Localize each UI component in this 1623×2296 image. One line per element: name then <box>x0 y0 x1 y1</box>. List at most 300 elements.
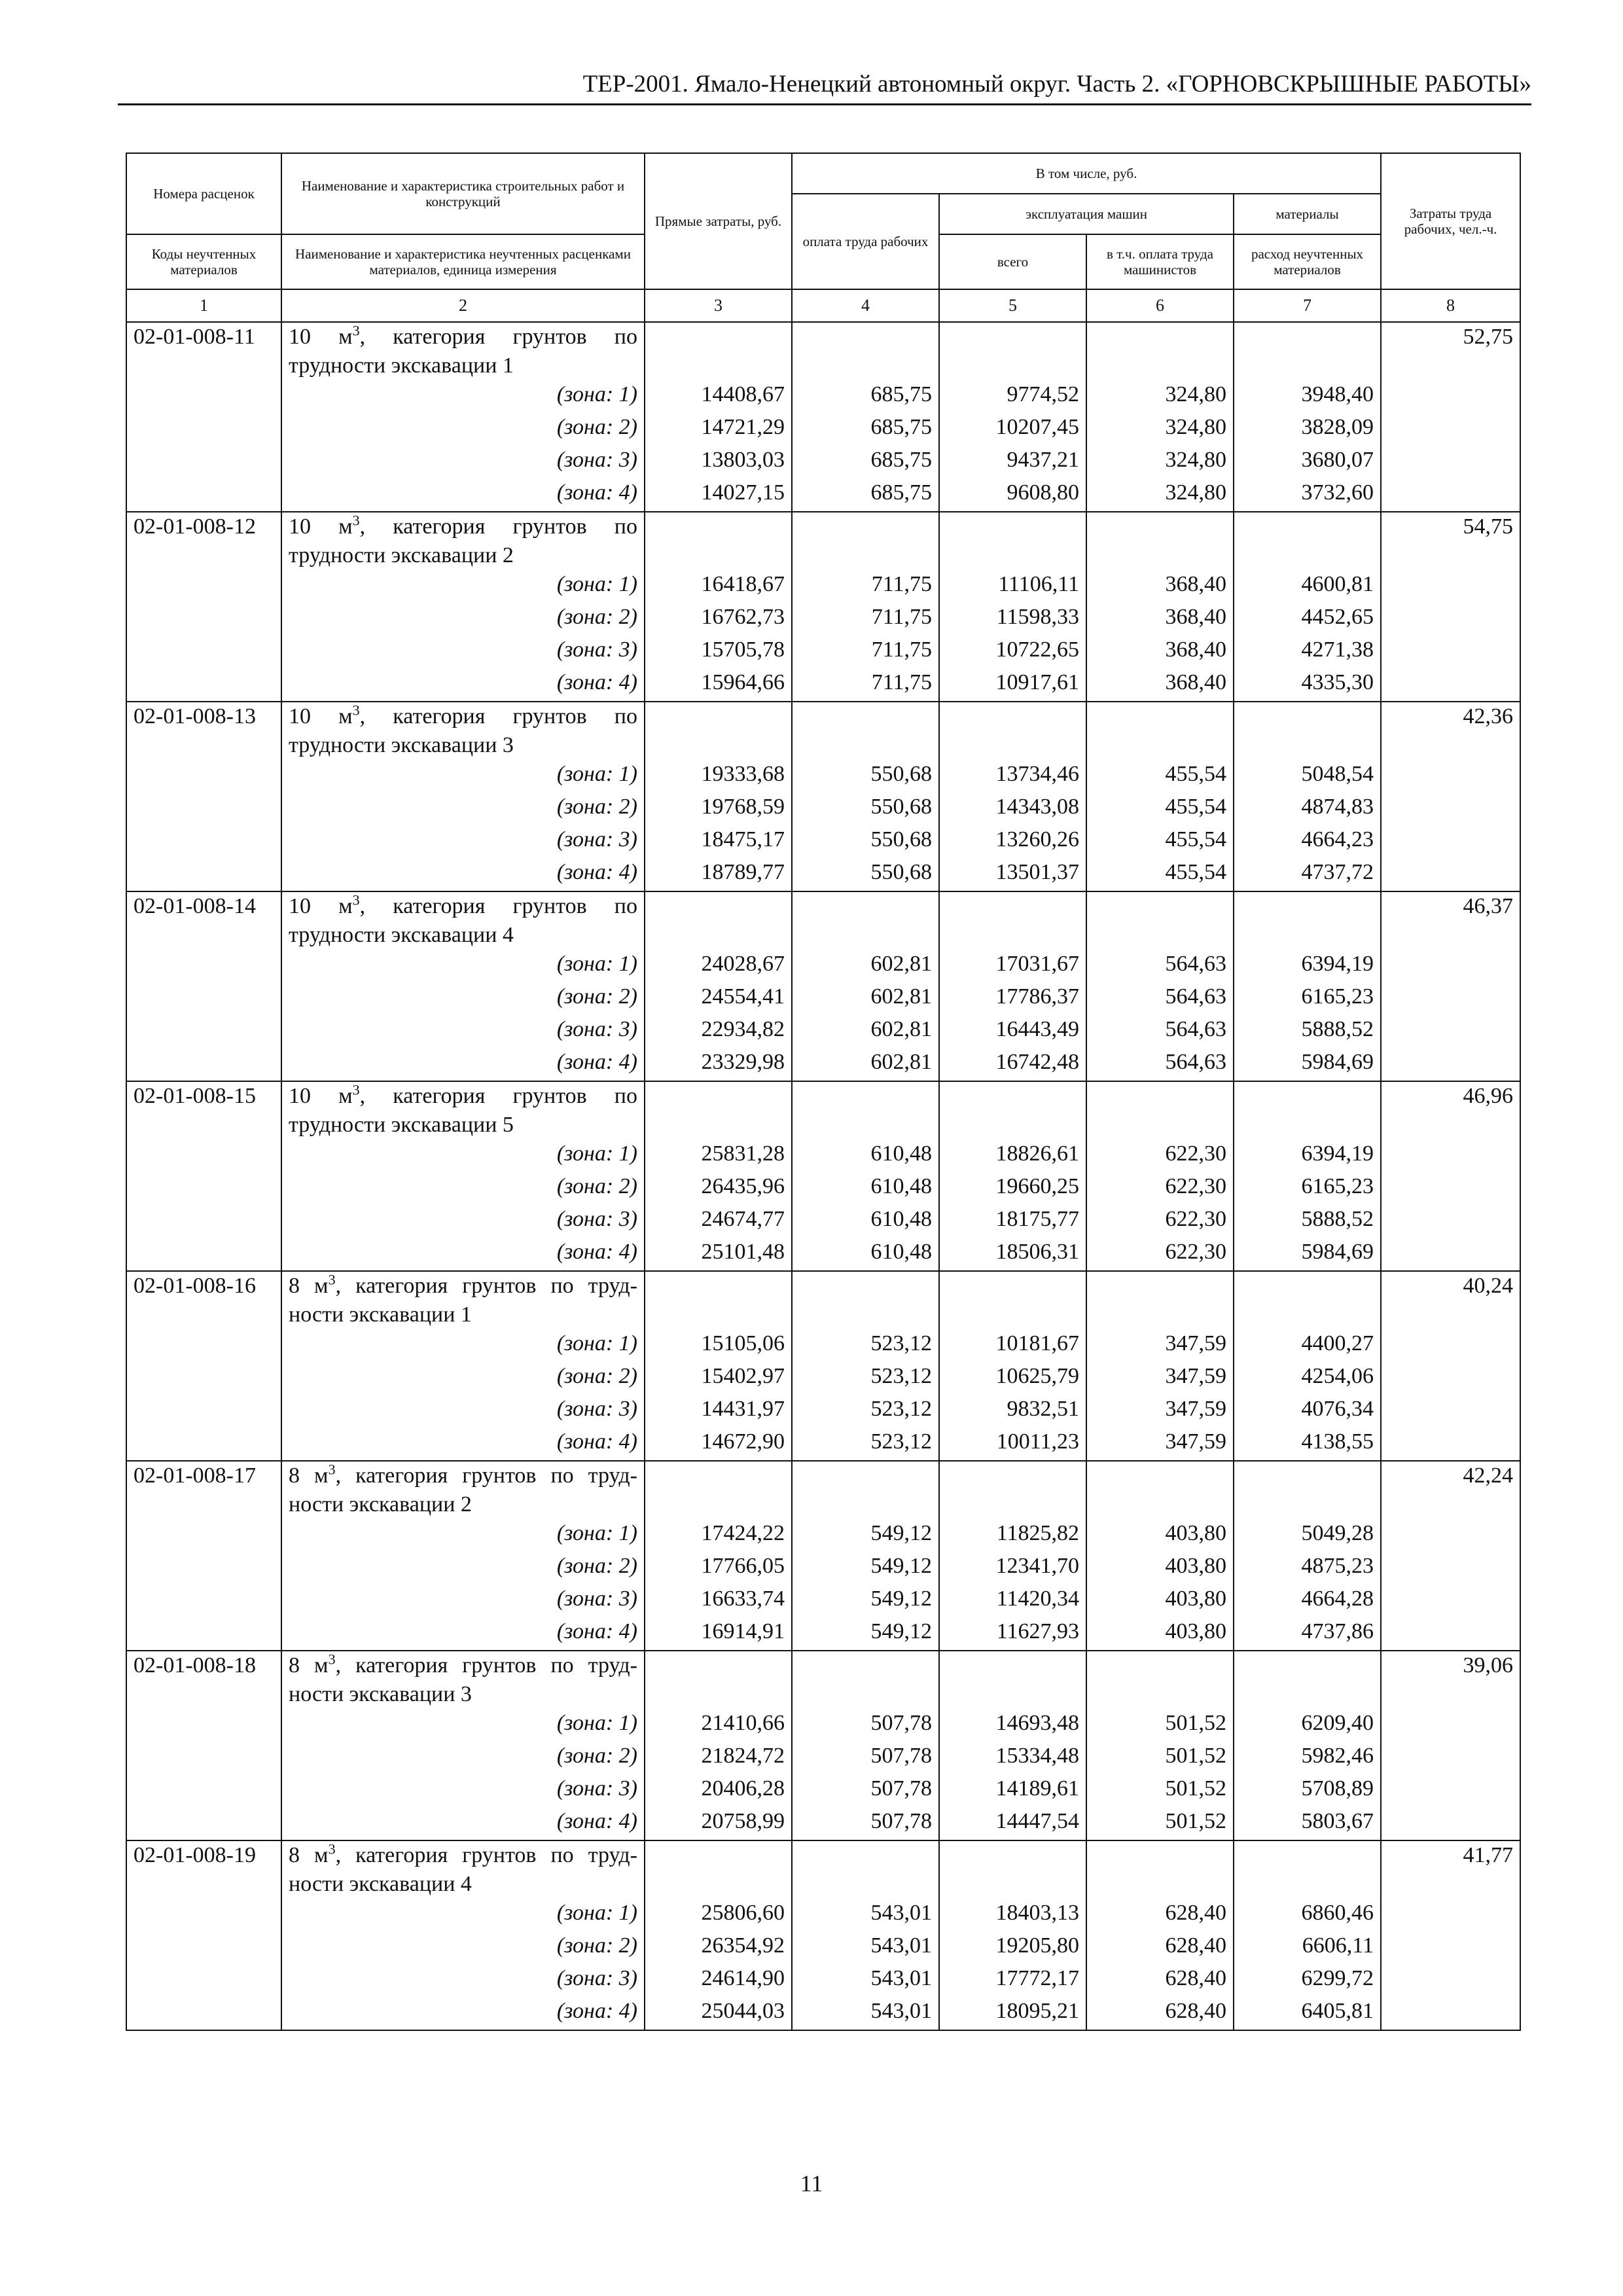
header-direct-costs: Прямые затраты, руб. <box>645 153 792 289</box>
empty-cell <box>1234 1840 1381 1899</box>
empty-cell <box>1381 1742 1520 1774</box>
machines-cost: 10625,79 <box>939 1362 1086 1395</box>
zone-label: (зона: 4) <box>281 1238 645 1271</box>
empty-cell <box>126 1964 281 1997</box>
empty-cell <box>126 1205 281 1238</box>
empty-cell <box>645 512 792 570</box>
direct-cost: 20406,28 <box>645 1774 792 1807</box>
machinists-wages: 501,52 <box>1086 1774 1234 1807</box>
machines-cost: 9774,52 <box>939 380 1086 413</box>
direct-cost: 25101,48 <box>645 1238 792 1271</box>
zone-label: (зона: 4) <box>281 1048 645 1081</box>
direct-cost: 14408,67 <box>645 380 792 413</box>
header-machines-total: всего <box>939 234 1086 289</box>
materials-cost: 5803,67 <box>1234 1807 1381 1840</box>
machinists-wages: 628,40 <box>1086 1997 1234 2030</box>
rate-description <box>281 702 645 760</box>
zone-row <box>126 1172 1520 1205</box>
machinists-wages: 347,59 <box>1086 1427 1234 1461</box>
empty-cell <box>1234 1081 1381 1139</box>
empty-cell <box>1381 1427 1520 1461</box>
materials-cost: 4271,38 <box>1234 636 1381 668</box>
price-table <box>126 152 1521 2031</box>
header-machines: эксплуатация машин <box>939 194 1234 234</box>
direct-cost: 26435,96 <box>645 1172 792 1205</box>
materials-cost: 3732,60 <box>1234 478 1381 512</box>
empty-cell <box>645 1461 792 1519</box>
direct-cost: 14431,97 <box>645 1395 792 1427</box>
empty-cell <box>1381 1329 1520 1362</box>
empty-cell <box>1381 982 1520 1015</box>
empty-cell <box>792 1271 939 1329</box>
empty-cell <box>126 1931 281 1964</box>
header-materials-unaccounted: расход неучтенных материалов <box>1234 234 1381 289</box>
machines-cost: 10917,61 <box>939 668 1086 702</box>
empty-cell <box>939 702 1086 760</box>
machinists-wages: 324,80 <box>1086 478 1234 512</box>
price-table-body <box>126 322 1520 2030</box>
page-number: 11 <box>800 2170 823 2197</box>
machines-cost: 12341,70 <box>939 1552 1086 1585</box>
wages-cost: 549,12 <box>792 1585 939 1617</box>
zone-label: (зона: 3) <box>281 1395 645 1427</box>
rate-code: 02-01-008-13 <box>126 702 281 760</box>
empty-cell <box>792 1081 939 1139</box>
column-number: 2 <box>281 289 645 322</box>
wages-cost: 549,12 <box>792 1519 939 1552</box>
rate-code: 02-01-008-16 <box>126 1271 281 1329</box>
zone-label: (зона: 3) <box>281 1205 645 1238</box>
header-unaccounted-codes: Коды неучтенных материалов <box>126 234 281 289</box>
zone-row <box>126 570 1520 603</box>
materials-cost: 3828,09 <box>1234 413 1381 446</box>
unit-prefix: 10 м <box>289 894 353 918</box>
machinists-wages: 501,52 <box>1086 1807 1234 1840</box>
materials-cost: 6860,46 <box>1234 1899 1381 1931</box>
materials-cost: 4875,23 <box>1234 1552 1381 1585</box>
machinists-wages: 324,80 <box>1086 380 1234 413</box>
machines-cost: 17031,67 <box>939 950 1086 982</box>
direct-cost: 24554,41 <box>645 982 792 1015</box>
zone-label: (зона: 3) <box>281 1774 645 1807</box>
machinists-wages: 324,80 <box>1086 446 1234 478</box>
machinists-wages: 455,54 <box>1086 858 1234 891</box>
column-number: 1 <box>126 289 281 322</box>
zone-row <box>126 668 1520 702</box>
empty-cell <box>126 982 281 1015</box>
materials-cost: 5049,28 <box>1234 1519 1381 1552</box>
labor-cost: 54,75 <box>1381 512 1520 570</box>
empty-cell <box>1381 825 1520 858</box>
empty-cell <box>126 668 281 702</box>
materials-cost: 4737,86 <box>1234 1617 1381 1651</box>
empty-cell <box>792 702 939 760</box>
empty-cell <box>1381 1774 1520 1807</box>
materials-cost: 6394,19 <box>1234 1139 1381 1172</box>
wages-cost: 685,75 <box>792 380 939 413</box>
zone-label: (зона: 2) <box>281 982 645 1015</box>
empty-cell <box>126 570 281 603</box>
machines-cost: 13260,26 <box>939 825 1086 858</box>
zone-label: (зона: 4) <box>281 858 645 891</box>
empty-cell <box>1234 1651 1381 1709</box>
empty-cell <box>126 1238 281 1271</box>
empty-cell <box>126 1617 281 1651</box>
zone-row <box>126 825 1520 858</box>
direct-cost: 24674,77 <box>645 1205 792 1238</box>
machinists-wages: 564,63 <box>1086 1015 1234 1048</box>
empty-cell <box>1086 512 1234 570</box>
machines-cost: 14189,61 <box>939 1774 1086 1807</box>
empty-cell <box>645 322 792 380</box>
empty-cell <box>1381 603 1520 636</box>
empty-cell <box>1381 446 1520 478</box>
zone-row <box>126 1742 1520 1774</box>
direct-cost: 14721,29 <box>645 413 792 446</box>
labor-cost: 52,75 <box>1381 322 1520 380</box>
description-text: , категория грунтов по трудности экскавации 2 <box>289 1463 637 1516</box>
machinists-wages: 403,80 <box>1086 1585 1234 1617</box>
column-number: 4 <box>792 289 939 322</box>
labor-cost: 46,96 <box>1381 1081 1520 1139</box>
zone-row <box>126 1931 1520 1964</box>
materials-cost: 5708,89 <box>1234 1774 1381 1807</box>
zone-row <box>126 1015 1520 1048</box>
rate-row <box>126 1461 1520 1519</box>
empty-cell <box>1234 702 1381 760</box>
zone-row <box>126 1395 1520 1427</box>
machines-cost: 11825,82 <box>939 1519 1086 1552</box>
empty-cell <box>126 1585 281 1617</box>
zone-label: (зона: 4) <box>281 1997 645 2030</box>
direct-cost: 15705,78 <box>645 636 792 668</box>
empty-cell <box>1086 702 1234 760</box>
empty-cell <box>1381 1015 1520 1048</box>
materials-cost: 5888,52 <box>1234 1015 1381 1048</box>
direct-cost: 14027,15 <box>645 478 792 512</box>
direct-cost: 14672,90 <box>645 1427 792 1461</box>
unit-prefix: 8 м <box>289 1463 329 1488</box>
unit-exponent: 3 <box>352 1081 360 1098</box>
empty-cell <box>1381 793 1520 825</box>
machines-cost: 18506,31 <box>939 1238 1086 1271</box>
zone-row <box>126 1997 1520 2030</box>
wages-cost: 602,81 <box>792 1048 939 1081</box>
wages-cost: 602,81 <box>792 982 939 1015</box>
rate-row <box>126 1651 1520 1709</box>
machinists-wages: 403,80 <box>1086 1617 1234 1651</box>
zone-row <box>126 1617 1520 1651</box>
empty-cell <box>1381 1709 1520 1742</box>
machinists-wages: 628,40 <box>1086 1899 1234 1931</box>
zone-label: (зона: 3) <box>281 1964 645 1997</box>
materials-cost: 4874,83 <box>1234 793 1381 825</box>
zone-label: (зона: 2) <box>281 1362 645 1395</box>
materials-cost: 4664,28 <box>1234 1585 1381 1617</box>
zone-label: (зона: 1) <box>281 1139 645 1172</box>
wages-cost: 602,81 <box>792 950 939 982</box>
machinists-wages: 455,54 <box>1086 793 1234 825</box>
empty-cell <box>126 1172 281 1205</box>
direct-cost: 25831,28 <box>645 1139 792 1172</box>
machinists-wages: 455,54 <box>1086 825 1234 858</box>
zone-label: (зона: 4) <box>281 1427 645 1461</box>
machinists-wages: 324,80 <box>1086 413 1234 446</box>
empty-cell <box>1381 1362 1520 1395</box>
wages-cost: 523,12 <box>792 1362 939 1395</box>
empty-cell <box>126 1899 281 1931</box>
empty-cell <box>126 1997 281 2030</box>
wages-cost: 543,01 <box>792 1931 939 1964</box>
rate-description <box>281 1081 645 1139</box>
wages-cost: 507,78 <box>792 1807 939 1840</box>
wages-cost: 550,68 <box>792 760 939 793</box>
zone-label: (зона: 2) <box>281 1172 645 1205</box>
empty-cell <box>126 1552 281 1585</box>
direct-cost: 18789,77 <box>645 858 792 891</box>
direct-cost: 19333,68 <box>645 760 792 793</box>
zone-label: (зона: 2) <box>281 793 645 825</box>
machinists-wages: 347,59 <box>1086 1395 1234 1427</box>
rate-code: 02-01-008-17 <box>126 1461 281 1519</box>
rate-code: 02-01-008-14 <box>126 891 281 950</box>
description-text: , категория грунтов по трудности экскавации 5 <box>289 1084 638 1137</box>
empty-cell <box>645 1651 792 1709</box>
zone-label: (зона: 4) <box>281 668 645 702</box>
labor-cost: 46,37 <box>1381 891 1520 950</box>
zone-label: (зона: 3) <box>281 1015 645 1048</box>
empty-cell <box>1381 858 1520 891</box>
machinists-wages: 347,59 <box>1086 1329 1234 1362</box>
materials-cost: 3680,07 <box>1234 446 1381 478</box>
header-wages: оплата труда рабочих <box>792 194 939 289</box>
wages-cost: 550,68 <box>792 825 939 858</box>
empty-cell <box>1381 950 1520 982</box>
wages-cost: 523,12 <box>792 1427 939 1461</box>
header-rate-numbers: Номера расценок <box>126 153 281 234</box>
wages-cost: 602,81 <box>792 1015 939 1048</box>
direct-cost: 25806,60 <box>645 1899 792 1931</box>
machinists-wages: 347,59 <box>1086 1362 1234 1395</box>
empty-cell <box>792 512 939 570</box>
zone-label: (зона: 2) <box>281 1742 645 1774</box>
direct-cost: 13803,03 <box>645 446 792 478</box>
empty-cell <box>1234 512 1381 570</box>
direct-cost: 16633,74 <box>645 1585 792 1617</box>
materials-cost: 4335,30 <box>1234 668 1381 702</box>
zone-row <box>126 760 1520 793</box>
zone-row <box>126 1709 1520 1742</box>
materials-cost: 4400,27 <box>1234 1329 1381 1362</box>
zone-row <box>126 1899 1520 1931</box>
materials-cost: 4076,34 <box>1234 1395 1381 1427</box>
unit-exponent: 3 <box>328 1461 336 1478</box>
wages-cost: 550,68 <box>792 793 939 825</box>
machinists-wages: 368,40 <box>1086 603 1234 636</box>
empty-cell <box>126 760 281 793</box>
machines-cost: 18826,61 <box>939 1139 1086 1172</box>
wages-cost: 549,12 <box>792 1617 939 1651</box>
wages-cost: 685,75 <box>792 413 939 446</box>
rate-row <box>126 512 1520 570</box>
column-number: 7 <box>1234 289 1381 322</box>
empty-cell <box>1086 1840 1234 1899</box>
machines-cost: 17786,37 <box>939 982 1086 1015</box>
zone-label: (зона: 2) <box>281 603 645 636</box>
zone-label: (зона: 1) <box>281 1329 645 1362</box>
materials-cost: 6165,23 <box>1234 982 1381 1015</box>
machines-cost: 11420,34 <box>939 1585 1086 1617</box>
empty-cell <box>939 1461 1086 1519</box>
labor-cost: 42,24 <box>1381 1461 1520 1519</box>
direct-cost: 16762,73 <box>645 603 792 636</box>
zone-label: (зона: 4) <box>281 1807 645 1840</box>
empty-cell <box>126 1519 281 1552</box>
empty-cell <box>1381 1899 1520 1931</box>
machinists-wages: 622,30 <box>1086 1238 1234 1271</box>
materials-cost: 4254,06 <box>1234 1362 1381 1395</box>
zone-label: (зона: 1) <box>281 950 645 982</box>
empty-cell <box>1381 668 1520 702</box>
zone-row <box>126 1807 1520 1840</box>
empty-cell <box>126 1015 281 1048</box>
labor-cost: 41,77 <box>1381 1840 1520 1899</box>
wages-cost: 507,78 <box>792 1774 939 1807</box>
machinists-wages: 622,30 <box>1086 1205 1234 1238</box>
zone-row <box>126 1519 1520 1552</box>
rate-code: 02-01-008-18 <box>126 1651 281 1709</box>
zone-row <box>126 1205 1520 1238</box>
empty-cell <box>126 1329 281 1362</box>
machinists-wages: 564,63 <box>1086 1048 1234 1081</box>
header-work-name: Наименование и характеристика строительных работ и конструкций <box>281 153 645 234</box>
rate-code: 02-01-008-12 <box>126 512 281 570</box>
machines-cost: 14693,48 <box>939 1709 1086 1742</box>
machines-cost: 16443,49 <box>939 1015 1086 1048</box>
materials-cost: 3948,40 <box>1234 380 1381 413</box>
empty-cell <box>1234 1461 1381 1519</box>
zone-label: (зона: 3) <box>281 636 645 668</box>
empty-cell <box>939 891 1086 950</box>
unit-prefix: 8 м <box>289 1274 329 1298</box>
machinists-wages: 622,30 <box>1086 1172 1234 1205</box>
empty-cell <box>126 950 281 982</box>
rate-row <box>126 322 1520 380</box>
direct-cost: 17766,05 <box>645 1552 792 1585</box>
machines-cost: 15334,48 <box>939 1742 1086 1774</box>
zone-row <box>126 1427 1520 1461</box>
machinists-wages: 628,40 <box>1086 1931 1234 1964</box>
empty-cell <box>645 702 792 760</box>
machinists-wages: 564,63 <box>1086 982 1234 1015</box>
machines-cost: 10207,45 <box>939 413 1086 446</box>
wages-cost: 549,12 <box>792 1552 939 1585</box>
machinists-wages: 564,63 <box>1086 950 1234 982</box>
zone-label: (зона: 1) <box>281 760 645 793</box>
empty-cell <box>1086 1081 1234 1139</box>
empty-cell <box>792 322 939 380</box>
empty-cell <box>126 858 281 891</box>
empty-cell <box>1381 380 1520 413</box>
empty-cell <box>126 380 281 413</box>
zone-row <box>126 1048 1520 1081</box>
wages-cost: 543,01 <box>792 1964 939 1997</box>
zone-label: (зона: 1) <box>281 1519 645 1552</box>
empty-cell <box>1381 478 1520 512</box>
wages-cost: 685,75 <box>792 478 939 512</box>
machines-cost: 14343,08 <box>939 793 1086 825</box>
wages-cost: 711,75 <box>792 603 939 636</box>
direct-cost: 24028,67 <box>645 950 792 982</box>
zone-row <box>126 950 1520 982</box>
unit-prefix: 8 м <box>289 1843 329 1867</box>
empty-cell <box>1086 322 1234 380</box>
empty-cell <box>126 1427 281 1461</box>
unit-exponent: 3 <box>328 1651 336 1668</box>
labor-cost: 42,36 <box>1381 702 1520 760</box>
materials-cost: 4138,55 <box>1234 1427 1381 1461</box>
description-text: , категория грунтов по трудности экскавации 3 <box>289 704 638 757</box>
materials-cost: 6606,11 <box>1234 1931 1381 1964</box>
direct-cost: 21824,72 <box>645 1742 792 1774</box>
zone-row <box>126 858 1520 891</box>
empty-cell <box>1381 1172 1520 1205</box>
empty-cell <box>1381 570 1520 603</box>
wages-cost: 610,48 <box>792 1205 939 1238</box>
rate-description <box>281 1840 645 1899</box>
rate-description <box>281 1271 645 1329</box>
empty-cell <box>126 1807 281 1840</box>
empty-cell <box>126 446 281 478</box>
machines-cost: 18095,21 <box>939 1997 1086 2030</box>
zone-row <box>126 478 1520 512</box>
machines-cost: 10181,67 <box>939 1329 1086 1362</box>
zone-label: (зона: 2) <box>281 1931 645 1964</box>
zone-row <box>126 636 1520 668</box>
wages-cost: 610,48 <box>792 1139 939 1172</box>
empty-cell <box>939 1840 1086 1899</box>
rate-row <box>126 1081 1520 1139</box>
empty-cell <box>1381 1807 1520 1840</box>
description-text: , категория грунтов по трудности экскавации 4 <box>289 1843 637 1896</box>
direct-cost: 24614,90 <box>645 1964 792 1997</box>
wages-cost: 523,12 <box>792 1329 939 1362</box>
empty-cell <box>1381 1238 1520 1271</box>
empty-cell <box>126 1742 281 1774</box>
materials-cost: 6209,40 <box>1234 1709 1381 1742</box>
machinists-wages: 368,40 <box>1086 668 1234 702</box>
empty-cell <box>939 1081 1086 1139</box>
empty-cell <box>939 512 1086 570</box>
materials-cost: 5982,46 <box>1234 1742 1381 1774</box>
empty-cell <box>1234 322 1381 380</box>
empty-cell <box>1234 891 1381 950</box>
empty-cell <box>1381 760 1520 793</box>
unit-prefix: 10 м <box>289 1084 353 1108</box>
machines-cost: 10011,23 <box>939 1427 1086 1461</box>
wages-cost: 523,12 <box>792 1395 939 1427</box>
description-text: , категория грунтов по трудности экскавации 4 <box>289 894 638 947</box>
zone-row <box>126 1329 1520 1362</box>
unit-prefix: 10 м <box>289 325 353 349</box>
empty-cell <box>1234 1271 1381 1329</box>
zone-label: (зона: 3) <box>281 825 645 858</box>
empty-cell <box>126 636 281 668</box>
empty-cell <box>1381 1617 1520 1651</box>
empty-cell <box>792 1840 939 1899</box>
unit-exponent: 3 <box>352 322 360 339</box>
zone-label: (зона: 3) <box>281 1585 645 1617</box>
